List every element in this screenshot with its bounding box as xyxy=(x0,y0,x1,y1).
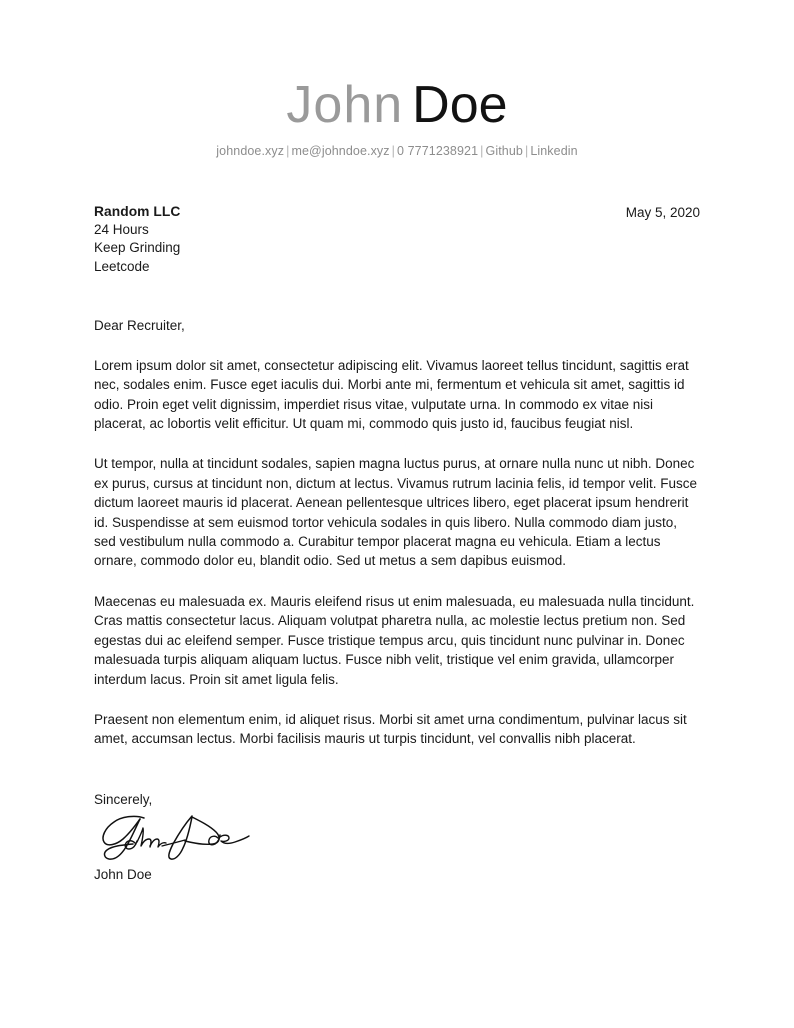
letterhead xyxy=(0,0,794,160)
recipient-and-date-row xyxy=(94,203,700,276)
recipient-address-line-1: 24 Hours xyxy=(94,222,149,238)
signature-image xyxy=(92,813,700,865)
salutation: Dear Recruiter, xyxy=(94,317,185,333)
contact-email[interactable]: me@johndoe.xyz xyxy=(291,144,390,158)
last-name: Doe xyxy=(412,76,508,134)
contact-github-link[interactable]: Github xyxy=(485,144,523,158)
contact-separator: | xyxy=(480,144,484,158)
contact-phone[interactable]: 0 7771238921 xyxy=(397,144,479,158)
recipient-address-line-2: Keep Grinding xyxy=(94,240,181,256)
contact-separator: | xyxy=(391,144,395,158)
page-title xyxy=(0,76,794,134)
recipient-company: Random LLC xyxy=(94,204,181,219)
body-paragraph: Praesent non elementum enim, id aliquet risus. Morbi sit amet urna condimentum, pulvinar lacus sit amet, accumsan lectus. Morbi facilisis mauris ut turpis tincidunt, vel convallis nibh placerat. xyxy=(94,711,687,747)
contact-separator: | xyxy=(286,144,290,158)
contact-linkedin-link[interactable]: Linkedin xyxy=(530,144,578,158)
contact-website[interactable]: johndoe.xyz xyxy=(216,144,285,158)
closing-line: Sincerely, xyxy=(94,791,153,807)
recipient-address-line-3: Leetcode xyxy=(94,258,150,274)
contact-line xyxy=(0,143,794,160)
body-paragraph: Lorem ipsum dolor sit amet, consectetur adipiscing elit. Vivamus laoreet tellus tincidunt, sagittis erat nec, sodales enim. Fusce eget iaculis dui. Morbi ante mi, fermentum et vehicula sit amet, sagittis id odio. Proin eget velit dignissim, imperdiet risus vitae, vulputate urna. In commodo ex vitae nisi placerat, ac lobortis velit efficitur. Ut quam mi, commodo quis justo id, faucibus feugiat nisl. xyxy=(94,357,689,432)
letter-body xyxy=(0,203,794,884)
contact-separator: | xyxy=(524,144,529,158)
recipient-address-block xyxy=(94,203,180,276)
signer-name: John Doe xyxy=(94,866,152,882)
body-paragraph: Maecenas eu malesuada ex. Mauris eleifend risus ut enim malesuada, eu malesuada nulla tincidunt. Cras mattis consectetur lacus. Aliquam volutpat pharetra nulla, ac molestie lectus pretium non. Sed egestas dui ac eleifend semper. Fusce tristique tempus arcu, quis tincidunt nunc pulvinar in. Donec malesuada turpis aliquam aliquam luctus. Fusce nibh velit, tristique vel enim gravida, ullamcorper interdum lacus. Proin sit amet ligula felis. xyxy=(94,593,695,687)
first-name: John xyxy=(286,76,404,134)
letter-date: May 5, 2020 xyxy=(625,205,700,220)
body-paragraph: Ut tempor, nulla at tincidunt sodales, sapien magna luctus purus, at ornare nulla nunc ut nibh. Donec ex purus, cursus at tincidunt non, dictum at lectus. Vivamus rutrum lacinia felis, id tempor velit. Fusce dictum laoreet mauris id placerat. Aenean pellentesque ultrices libero, eget placerat ipsum hendrerit id. Suspendisse at sem euismod tortor vehicula sodales in quis libero. Nulla commodo diam justo, sed vestibulum nulla commodo a. Curabitur tempor placerat magna eu vehicula. Etiam a lectus ornare, commodo dolor eu, blandit odio. Sed ut metus a sem dapibus euismod. xyxy=(94,456,698,569)
